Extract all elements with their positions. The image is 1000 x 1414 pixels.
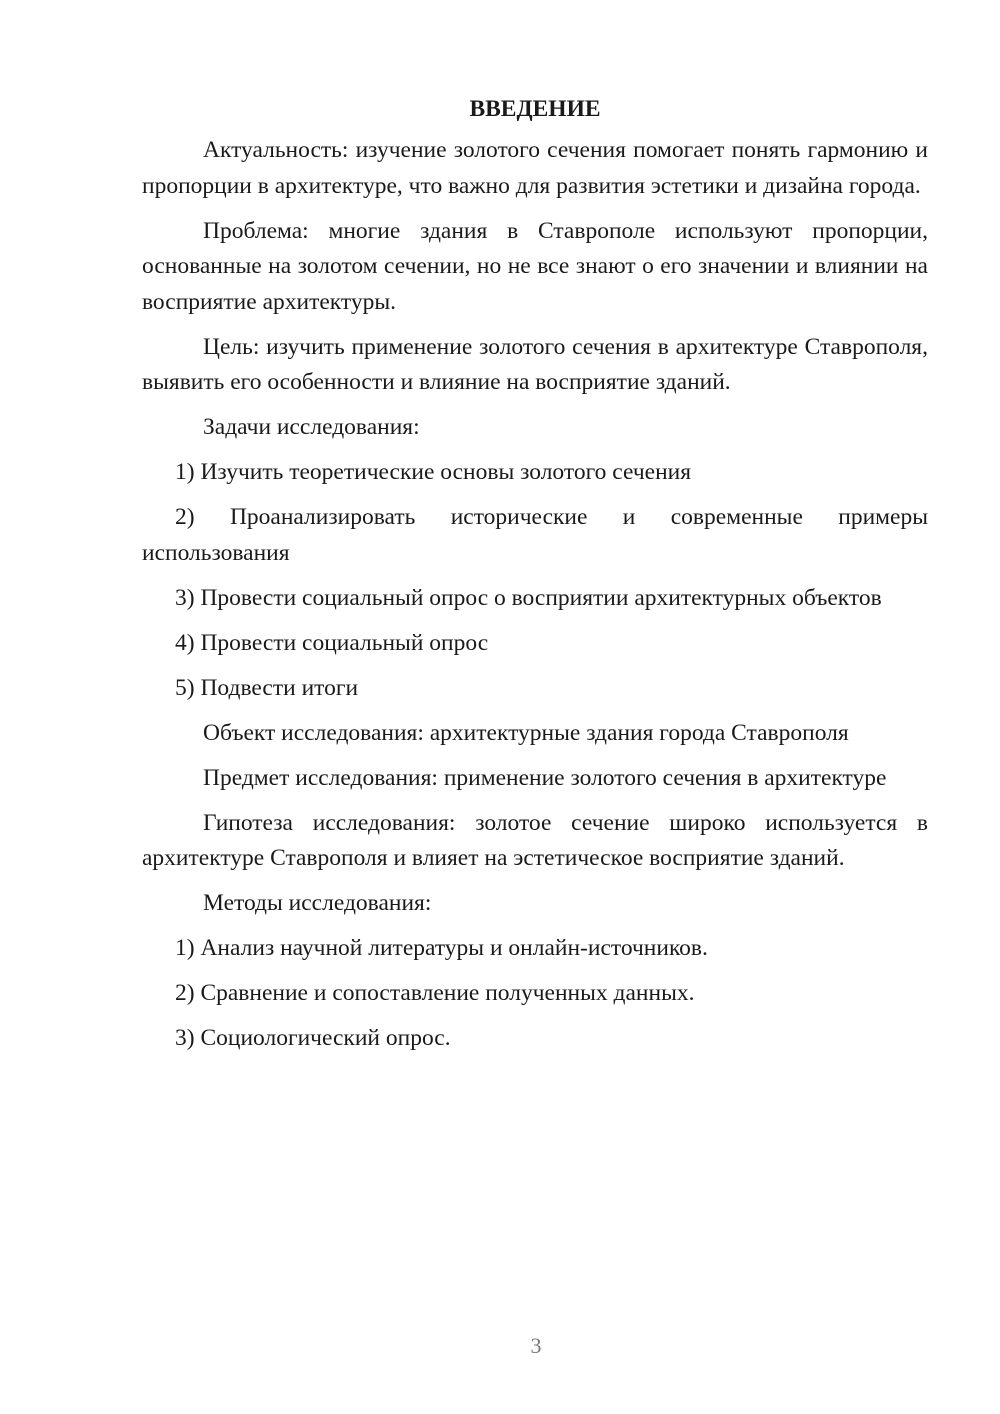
tasks-title: Задачи исследования: — [203, 414, 420, 440]
problem-paragraph: Проблема: многие здания в Ставрополе используют пропорции, основанные на золотом сечении, но не все знают о его значении и влиянии на восприятие архитектуры. — [142, 217, 928, 315]
page-number: 3 — [530, 1333, 542, 1358]
method-item-2: 2) Сравнение и сопоставление полученных данных. — [175, 980, 695, 1006]
goal-paragraph: Цель: изучить применение золотого сечения в архитектуре Ставрополя, выявить его особенности и влияние на восприятие зданий. — [142, 333, 928, 395]
section-heading: ВВЕДЕНИЕ — [469, 96, 601, 122]
task-item-2: 2) Проанализировать исторические и современные примеры использования — [142, 504, 928, 566]
method-item-3: 3) Социологический опрос. — [175, 1025, 451, 1051]
task-item-4: 4) Провести социальный опрос — [175, 629, 489, 656]
relevance-paragraph: Актуальность: изучение золотого сечения помогает понять гармонию и пропорции в архитектуре, что важно для развития эстетики и дизайна города. — [142, 137, 928, 199]
subject-paragraph: Предмет исследования: применение золотого сечения в архитектуре — [203, 764, 887, 791]
task-item-3: 3) Провести социальный опрос о восприятии архитектурных объектов — [175, 584, 882, 611]
method-item-1: 1) Анализ научной литературы и онлайн-источников. — [175, 935, 708, 961]
task-item-1: 1) Изучить теоретические основы золотого сечения — [175, 459, 692, 485]
task-item-5: 5) Подвести итоги — [175, 674, 359, 701]
object-paragraph: Объект исследования: архитектурные здания города Ставрополя — [203, 719, 849, 746]
hypothesis-paragraph: Гипотеза исследования: золотое сечение широко используется в архитектуре Ставрополя и влияет на эстетическое восприятие зданий. — [142, 809, 928, 871]
methods-title: Методы исследования: — [203, 890, 432, 916]
document-body — [142, 92, 928, 1066]
